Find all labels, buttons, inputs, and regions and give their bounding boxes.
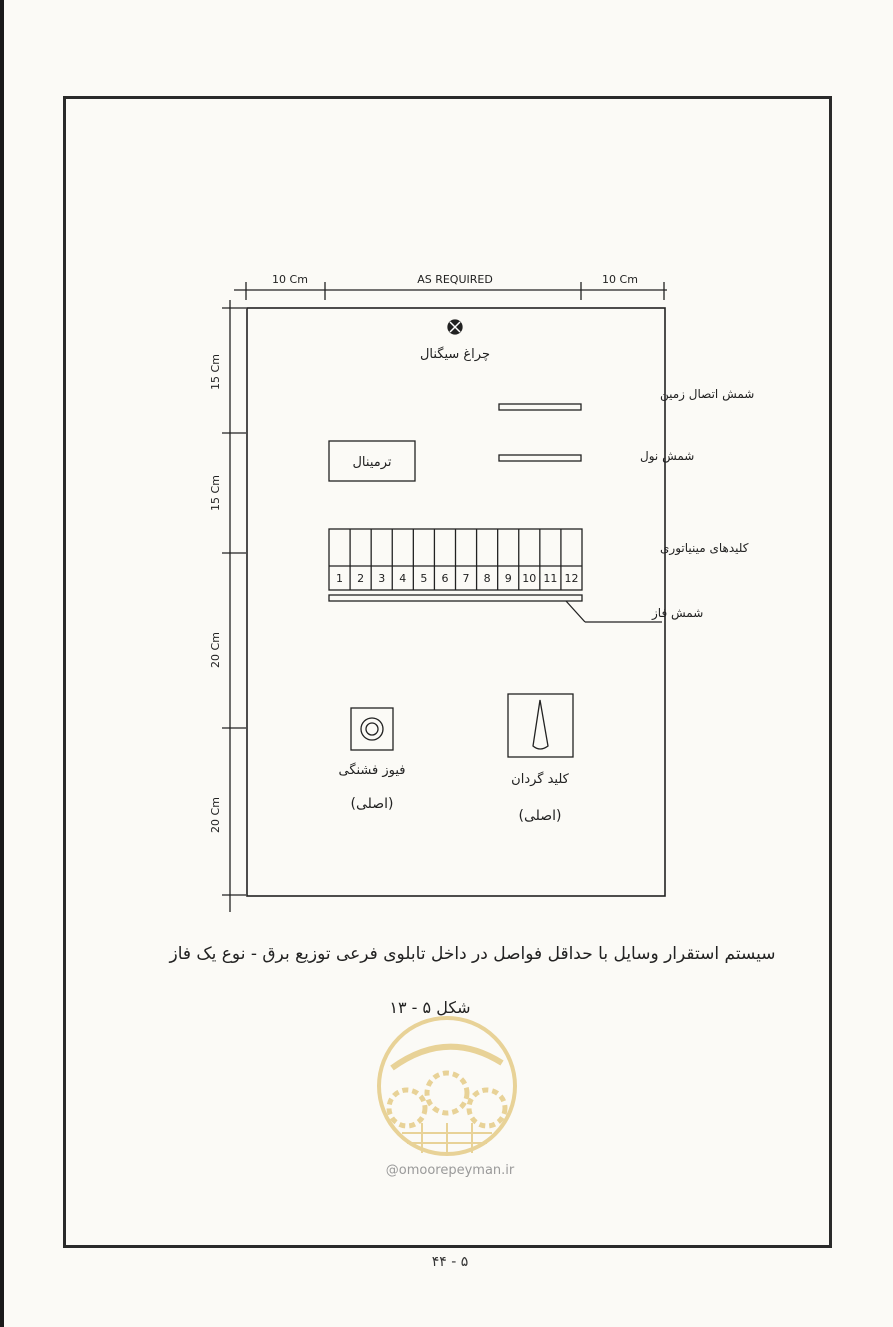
breaker-number-3: 3 <box>378 572 386 585</box>
breaker-number-10: 10 <box>522 572 537 585</box>
breaker-number-8: 8 <box>483 572 491 585</box>
label-fuse: فیوز فشنگی <box>338 763 406 778</box>
figure-number: شکل ۵ - ۱۳ <box>389 998 471 1017</box>
dim-vertical-3: 20 Cm <box>209 632 222 668</box>
dim-left-margin: 10 Cm <box>272 273 308 286</box>
watermark-logo <box>362 1008 532 1158</box>
label-fuse-main: (اصلی) <box>350 796 394 812</box>
breaker-number-2: 2 <box>357 572 365 585</box>
breaker-number-5: 5 <box>420 572 428 585</box>
figure-caption: سیستم استقرار وسایل با حداقل فواصل در داخل تابلوی فرعی توزیع برق - نوع یک فاز <box>169 944 776 964</box>
breaker-number-7: 7 <box>462 572 470 585</box>
label-switch-main: (اصلی) <box>518 808 562 824</box>
fuse-icon <box>361 718 383 740</box>
dim-vertical-2: 15 Cm <box>209 475 222 511</box>
dim-vertical-4: 20 Cm <box>209 797 222 833</box>
website-watermark: @omoorepeyman.ir <box>385 1163 515 1178</box>
breaker-number-11: 11 <box>543 572 558 585</box>
label-mcb: کلیدهای مینیاتوری <box>660 541 749 555</box>
rotary-switch-icon <box>533 700 548 749</box>
fuse-box <box>351 708 393 750</box>
label-rotary-switch: کلید گردان <box>511 772 569 787</box>
panel-outline <box>247 308 665 896</box>
label-signal-lamp: چراغ سیگنال <box>419 347 491 362</box>
label-neutral-bus: شمش نول <box>640 449 695 463</box>
breaker-number-9: 9 <box>504 572 512 585</box>
label-phase-bus: شمش فاز <box>652 606 704 620</box>
dim-right-margin: 10 Cm <box>602 273 638 286</box>
breaker-number-4: 4 <box>399 572 407 585</box>
page-number: ۴۴ - ۵ <box>431 1254 469 1270</box>
label-terminal: ترمینال <box>352 455 392 470</box>
label-ground-bus: شمش اتصال زمین <box>660 387 755 401</box>
dim-as-required: AS REQUIRED <box>417 273 493 286</box>
breaker-number-1: 1 <box>336 572 344 585</box>
breaker-number-12: 12 <box>564 572 579 585</box>
breaker-number-6: 6 <box>441 572 449 585</box>
neutral-bus-bar <box>499 455 581 461</box>
phase-bus-bar <box>329 595 582 601</box>
ground-bus-bar <box>499 404 581 410</box>
dim-vertical-1: 15 Cm <box>209 354 222 390</box>
